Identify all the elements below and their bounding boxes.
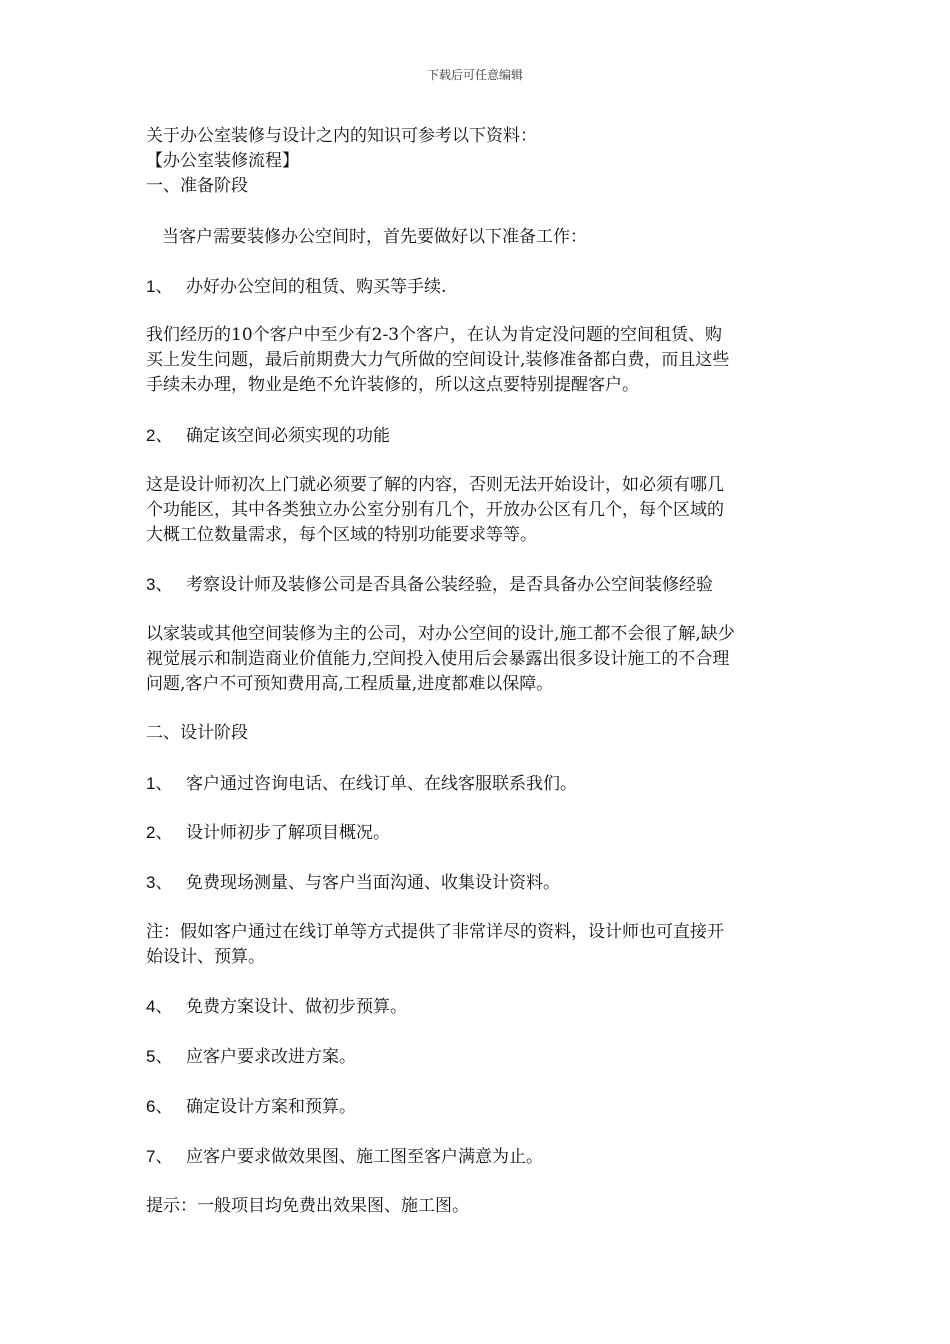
list-item <box>146 423 816 449</box>
item-number: 6、 <box>146 1097 173 1116</box>
item-text: 客户通过咨询电话、在线订单、在线客服联系我们。 <box>186 774 577 794</box>
list-item <box>146 1094 816 1120</box>
section-1-lead: 当客户需要装修办公空间时，首先要做好以下准备工作： <box>162 227 587 247</box>
list-item <box>146 1144 816 1170</box>
item-text: 考察设计师及装修公司是否具备公装经验，是否具备办公空间装修经验 <box>186 575 713 595</box>
paragraph-line: 大概工位数量需求，每个区域的特别功能要求等等。 <box>146 525 537 545</box>
list-item <box>146 274 816 300</box>
section-heading-2: 二、设计阶段 <box>146 723 248 743</box>
item-number: 2、 <box>146 823 173 842</box>
note-line: 始设计、预算。 <box>146 947 265 967</box>
list-item <box>146 994 816 1020</box>
item-number: 4、 <box>146 997 173 1016</box>
item-text: 应客户要求做效果图、施工图至客户满意为止。 <box>186 1147 543 1167</box>
item-text: 免费方案设计、做初步预算。 <box>186 997 407 1017</box>
section-heading-1: 一、准备阶段 <box>146 176 248 196</box>
item-number: 3、 <box>146 873 173 892</box>
paragraph-line: 我们经历的10个客户中至少有2-3个客户，在认为肯定没问题的空间租赁、购 <box>146 325 723 345</box>
item-text: 确定该空间必须实现的功能 <box>186 426 390 446</box>
list-item <box>146 771 816 797</box>
paragraph-line: 问题,客户不可预知费用高,工程质量,进度都难以保障。 <box>146 674 554 694</box>
paragraph-line: 手续未办理，物业是绝不允许装修的，所以这点要特别提醒客户。 <box>146 375 639 395</box>
tip-line: 提示：一般项目均免费出效果图、施工图。 <box>146 1196 469 1216</box>
item-text: 应客户要求改进方案。 <box>186 1047 356 1067</box>
page-header: 下载后可任意编辑 <box>426 68 523 82</box>
document-title: 【办公室装修流程】 <box>146 151 299 171</box>
note-line: 注：假如客户通过在线订单等方式提供了非常详尽的资料，设计师也可直接开 <box>146 922 724 942</box>
paragraph-line: 买上发生问题，最后前期费大力气所做的空间设计,装修准备都白费，而且这些 <box>146 350 730 370</box>
item-text: 办好办公空间的租赁、购买等手续. <box>186 277 447 297</box>
item-number: 3、 <box>146 575 173 594</box>
list-item <box>146 1044 816 1070</box>
list-item <box>146 870 816 896</box>
paragraph-line: 以家装或其他空间装修为主的公司，对办公空间的设计,施工都不会很了解,缺少 <box>146 624 735 644</box>
item-text: 确定设计方案和预算。 <box>186 1097 356 1117</box>
paragraph-line: 视觉展示和制造商业价值能力,空间投入使用后会暴露出很多设计施工的不合理 <box>146 649 730 669</box>
item-number: 5、 <box>146 1047 173 1066</box>
intro-line: 关于办公室装修与设计之内的知识可参考以下资料： <box>146 126 537 146</box>
list-item <box>146 572 816 598</box>
item-text: 设计师初步了解项目概况。 <box>186 823 390 843</box>
list-item <box>146 820 816 846</box>
item-number: 1、 <box>146 277 173 296</box>
paragraph-line: 个功能区，其中各类独立办公室分别有几个，开放办公区有几个，每个区域的 <box>146 500 724 520</box>
item-number: 1、 <box>146 774 173 793</box>
item-text: 免费现场测量、与客户当面沟通、收集设计资料。 <box>186 873 560 893</box>
item-number: 2、 <box>146 426 173 445</box>
item-number: 7、 <box>146 1147 173 1166</box>
paragraph-line: 这是设计师初次上门就必须要了解的内容，否则无法开始设计，如必须有哪几 <box>146 475 724 495</box>
